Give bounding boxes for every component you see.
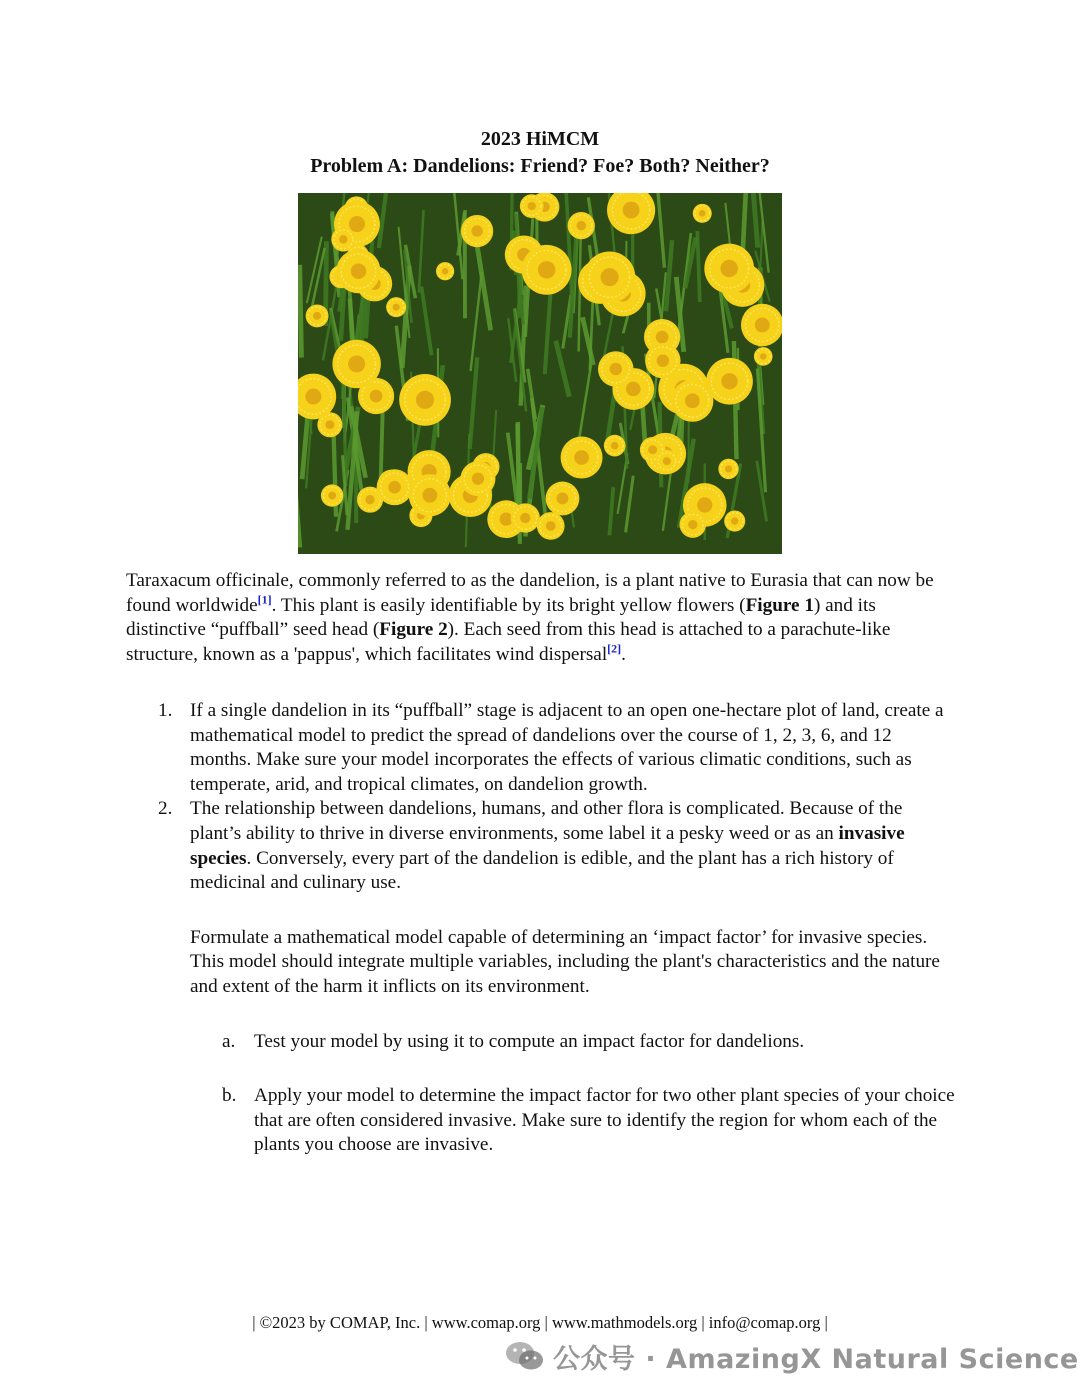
intro-paragraph: Taraxacum officinale, commonly referred to as the dandelion, is a plant native to Eurasia that can now be found worldwide[1]. This plant is easily identifiable by its bright yellow flowers (Figure 1) and its distinctive “puffball” seed head (Figure 2). Each seed from this head is attached to a parachute-like structure, known as a 'pappus', which facilitates wind dispersal[2].: [126, 570, 934, 665]
sub-item-text: Apply your model to determine the impact factor for two other plant species of your choice that are often considered invasive. Make sure to identify the region for whom each of the plants you choose are invasive.: [254, 1085, 955, 1156]
flower-head: [724, 510, 745, 531]
list-item: 2. The relationship between dandelions, humans, and other flora is complicated. Because of the plant’s ability to thrive in diverse environments, some label it a pesky weed or as an invasive species. Conversely, every part of the dandelion is edible, and the plant has a rich history of medicinal and culinary use.: [158, 798, 905, 894]
flower-head: [671, 380, 713, 422]
problem-title: Problem A: Dandelions: Friend? Foe? Both? Neither?: [310, 155, 770, 177]
flower-head: [561, 437, 603, 479]
sub-item-text: Test your model by using it to compute an impact factor for dandelions.: [254, 1030, 805, 1052]
wechat-icon: [505, 1339, 545, 1373]
item-text: If a single dandelion in its “puffball” stage is adjacent to an open one-hectare plot of land, create a mathematical model to predict the spread of dandelions over the course of 1, 2, 3, 6, and 12 months. Make sure your model incorporates the effects of various climatic conditions, such as temperate, arid, and tropical climates, on dandelion growth.: [190, 700, 944, 795]
flower-head: [546, 482, 580, 516]
copyright-footer: | ©2023 by COMAP, Inc. | www.comap.org | www.mathmodels.org | info@comap.org |: [252, 1313, 828, 1332]
flower-head: [306, 304, 329, 327]
title-block: [0, 126, 1080, 180]
flower-head: [704, 244, 754, 294]
invasive-species-term: invasive species: [190, 822, 905, 869]
item-number: 1.: [158, 700, 173, 721]
flower-head: [598, 351, 634, 387]
item-number: 2.: [158, 798, 173, 820]
flower-head: [754, 347, 773, 366]
flower-head: [332, 340, 380, 388]
sub-item: [126, 1084, 956, 1158]
sub-item-letter: a.: [222, 1030, 236, 1052]
flower-head: [604, 435, 626, 457]
dandelion-illustration: [298, 193, 782, 554]
flower-head: [520, 194, 544, 218]
flower-head: [460, 461, 495, 496]
flower-head: [409, 474, 451, 516]
flower-head: [645, 343, 680, 378]
flower-head: [537, 512, 565, 540]
flower-head: [399, 374, 451, 426]
problem-list: [126, 699, 956, 1158]
flower-head: [693, 204, 712, 223]
reference-2-link[interactable]: [2]: [607, 641, 622, 656]
flower-head: [522, 245, 572, 295]
figure-2-ref: Figure 2: [379, 619, 448, 641]
figure-1-ref: Figure 1: [745, 594, 814, 616]
flower-head: [436, 262, 454, 280]
flower-head: [718, 459, 738, 479]
list-item: [126, 699, 956, 797]
flower-head: [336, 249, 380, 293]
flower-head: [377, 469, 413, 505]
flower-head: [461, 215, 493, 247]
sub-item: [126, 1030, 956, 1055]
flower-head: [331, 227, 355, 251]
flower-head: [706, 358, 753, 405]
flower-head: [584, 251, 635, 302]
reference-1-link[interactable]: [1]: [257, 592, 272, 607]
flower-head: [656, 450, 679, 473]
flower-head: [568, 212, 595, 239]
flower-head: [680, 511, 706, 537]
flower-head: [511, 503, 540, 532]
watermark-text: 公众号 · AmazingX Natural Science: [553, 1343, 1079, 1375]
flower-head: [386, 297, 406, 317]
page-title: 2023 HiMCM: [480, 128, 600, 150]
dandelion-photo: [298, 193, 782, 554]
formulate-paragraph: Formulate a mathematical model capable of determining an ‘impact factor’ for invasive species. This model should integrate multiple variables, including the plant's characteristics and the nature and extent of the harm it inflicts on its environment.: [190, 926, 940, 997]
sub-item-letter: b.: [222, 1085, 237, 1107]
flower-head: [321, 484, 343, 506]
flower-head: [741, 304, 782, 347]
watermark: [505, 1336, 1079, 1376]
